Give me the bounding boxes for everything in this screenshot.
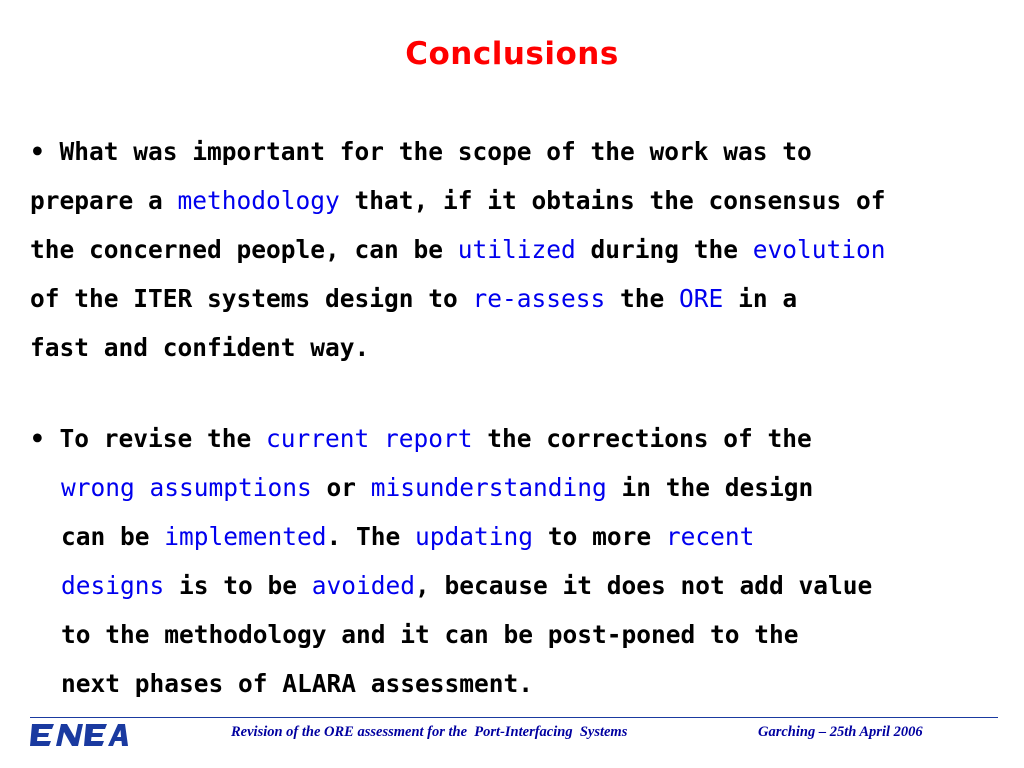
highlight-re-assess: re-assess — [472, 284, 606, 313]
bullet-1-line-3: the concerned people, can be utilized during the evolution — [30, 235, 886, 264]
enea-logo — [30, 722, 128, 748]
bullet-2-line-4: designs is to be avoided, because it does not add value — [61, 571, 873, 600]
highlight-designs: designs — [61, 571, 165, 600]
highlight-evolution: evolution — [752, 235, 886, 264]
bullet-paragraph-2 — [30, 414, 1010, 708]
highlight-methodology: methodology — [177, 186, 340, 215]
bullet-2-line-3: can be implemented. The updating to more recent — [61, 522, 755, 551]
bullet-2-line-1: • To revise the current report the corrections of the — [30, 424, 812, 453]
highlight-wrong-assumptions: wrong assumptions — [61, 473, 312, 502]
footer-venue-date: Garching – 25th April 2006 — [758, 724, 923, 740]
bullet-2-line-6: next phases of ALARA assessment. — [61, 669, 534, 698]
bullet-1-line-4: of the ITER systems design to re-assess the ORE in a — [30, 284, 798, 313]
slide-title: Conclusions — [405, 36, 619, 72]
footer-presentation-title: Revision of the ORE assessment for the Port-Interfacing Systems — [231, 724, 628, 740]
bullet-paragraph-1 — [30, 127, 1020, 372]
highlight-avoided: avoided — [311, 571, 416, 600]
bullet-1-line-1: • What was important for the scope of the work was to — [30, 137, 812, 166]
footer-divider — [30, 717, 998, 718]
highlight-implemented: implemented — [164, 522, 327, 551]
highlight-recent: recent — [665, 522, 755, 551]
highlight-utilized: utilized — [457, 235, 576, 264]
bullet-1-line-5: fast and confident way. — [30, 333, 370, 362]
highlight-updating: updating — [415, 522, 534, 551]
bullet-1-line-2: prepare a methodology that, if it obtains the consensus of — [30, 186, 886, 215]
highlight-misunderstanding: misunderstanding — [370, 473, 607, 502]
bullet-2-line-5: to the methodology and it can be post-poned to the — [61, 620, 799, 649]
bullet-2-line-2: wrong assumptions or misunderstanding in the design — [61, 473, 814, 502]
highlight-ore: ORE — [679, 284, 724, 313]
highlight-current-report: current report — [266, 424, 473, 453]
